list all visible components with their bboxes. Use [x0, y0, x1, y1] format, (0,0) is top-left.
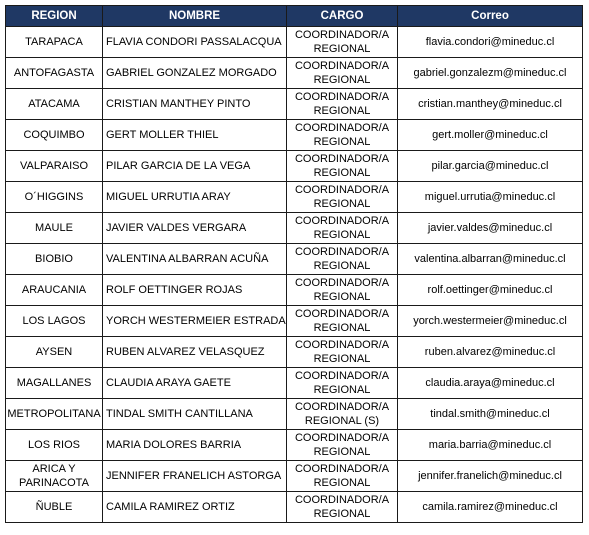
cargo-cell [287, 275, 398, 306]
name-cell: JAVIER VALDES VERGARA [103, 213, 287, 244]
cargo-cell [287, 58, 398, 89]
region-text: TARAPACA [25, 36, 83, 48]
region-text: LOS RIOS [28, 439, 80, 451]
cargo-line2: REGIONAL [313, 167, 371, 179]
name-cell: CRISTIAN MANTHEY PINTO [103, 89, 287, 120]
cargo-line1: COORDINADOR/A [294, 308, 390, 320]
table-row [6, 58, 583, 89]
name-cell: CLAUDIA ARAYA GAETE [103, 368, 287, 399]
cargo-line1: COORDINADOR/A [294, 370, 390, 382]
email-cell: camila.ramirez@mineduc.cl [398, 492, 583, 523]
region-text: AYSEN [35, 346, 73, 358]
email-cell: yorch.westermeier@mineduc.cl [398, 306, 583, 337]
table-row [6, 430, 583, 461]
region-cell [6, 461, 103, 492]
name-cell: FLAVIA CONDORI PASSALACQUA [103, 27, 287, 58]
name-cell: TINDAL SMITH CANTILLANA [103, 399, 287, 430]
table-row [6, 399, 583, 430]
email-cell: gert.moller@mineduc.cl [398, 120, 583, 151]
name-cell: PILAR GARCIA DE LA VEGA [103, 151, 287, 182]
cargo-cell [287, 368, 398, 399]
cargo-line2: REGIONAL [313, 477, 371, 489]
email-cell: jennifer.franelich@mineduc.cl [398, 461, 583, 492]
name-cell: GABRIEL GONZALEZ MORGADO [103, 58, 287, 89]
cargo-line2: REGIONAL (S) [304, 415, 380, 427]
cargo-line1: COORDINADOR/A [294, 122, 390, 134]
cargo-cell [287, 244, 398, 275]
table-row [6, 337, 583, 368]
name-cell: RUBEN ALVAREZ VELASQUEZ [103, 337, 287, 368]
email-cell: javier.valdes@mineduc.cl [398, 213, 583, 244]
cargo-cell [287, 151, 398, 182]
cargo-line2: REGIONAL [313, 353, 371, 365]
cargo-line1: COORDINADOR/A [294, 246, 390, 258]
region-cell [6, 58, 103, 89]
table-row [6, 182, 583, 213]
table-row [6, 27, 583, 58]
cargo-line1: COORDINADOR/A [294, 432, 390, 444]
table-header [6, 6, 583, 27]
table-row [6, 306, 583, 337]
cargo-line1: COORDINADOR/A [294, 60, 390, 72]
cargo-cell [287, 213, 398, 244]
email-cell: claudia.araya@mineduc.cl [398, 368, 583, 399]
region-line1: ARICA Y [32, 463, 76, 475]
name-cell: JENNIFER FRANELICH ASTORGA [103, 461, 287, 492]
cargo-line2: REGIONAL [313, 446, 371, 458]
cargo-line1: COORDINADOR/A [294, 91, 390, 103]
region-text: MAGALLANES [16, 377, 92, 389]
name-cell: CAMILA RAMIREZ ORTIZ [103, 492, 287, 523]
email-cell: rolf.oettinger@mineduc.cl [398, 275, 583, 306]
cargo-line2: REGIONAL [313, 322, 371, 334]
table-row [6, 244, 583, 275]
cargo-line1: COORDINADOR/A [294, 184, 390, 196]
cargo-line1: COORDINADOR/A [294, 277, 390, 289]
cargo-line2: REGIONAL [313, 198, 371, 210]
header-nombre: NOMBRE [103, 6, 287, 27]
cargo-cell [287, 337, 398, 368]
region-text: LOS LAGOS [22, 315, 86, 327]
region-cell [6, 275, 103, 306]
cargo-line2: REGIONAL [313, 229, 371, 241]
name-cell: GERT MOLLER THIEL [103, 120, 287, 151]
cargo-cell [287, 461, 398, 492]
email-cell: tindal.smith@mineduc.cl [398, 399, 583, 430]
region-cell [6, 151, 103, 182]
name-cell: MARIA DOLORES BARRIA [103, 430, 287, 461]
table-row [6, 275, 583, 306]
region-text: O´HIGGINS [24, 191, 84, 203]
email-cell: flavia.condori@mineduc.cl [398, 27, 583, 58]
table-row [6, 151, 583, 182]
email-cell: gabriel.gonzalezm@mineduc.cl [398, 58, 583, 89]
region-text: ÑUBLE [35, 501, 73, 513]
region-cell [6, 244, 103, 275]
region-cell [6, 213, 103, 244]
region-cell [6, 399, 103, 430]
header-cargo: CARGO [287, 6, 398, 27]
cargo-cell [287, 399, 398, 430]
email-cell: ruben.alvarez@mineduc.cl [398, 337, 583, 368]
table-row [6, 89, 583, 120]
name-cell: MIGUEL URRUTIA ARAY [103, 182, 287, 213]
email-cell: cristian.manthey@mineduc.cl [398, 89, 583, 120]
cargo-line2: REGIONAL [313, 508, 371, 520]
region-text: BIOBIO [35, 253, 73, 265]
region-text: COQUIMBO [23, 129, 85, 141]
header-row [6, 6, 583, 27]
name-cell: YORCH WESTERMEIER ESTRADA [103, 306, 287, 337]
region-text: ANTOFAGASTA [13, 67, 95, 79]
cargo-line2: REGIONAL [313, 74, 371, 86]
cargo-line2: REGIONAL [313, 43, 371, 55]
regional-coordinators-table [5, 5, 583, 523]
email-cell: pilar.garcia@mineduc.cl [398, 151, 583, 182]
cargo-cell [287, 306, 398, 337]
region-text: ATACAMA [28, 98, 80, 110]
email-cell: maria.barria@mineduc.cl [398, 430, 583, 461]
cargo-line1: COORDINADOR/A [294, 339, 390, 351]
header-region: REGION [6, 6, 103, 27]
cargo-line1: COORDINADOR/A [294, 29, 390, 41]
region-cell [6, 368, 103, 399]
name-cell: VALENTINA ALBARRAN ACUÑA [103, 244, 287, 275]
name-cell: ROLF OETTINGER ROJAS [103, 275, 287, 306]
region-cell [6, 430, 103, 461]
email-cell: miguel.urrutia@mineduc.cl [398, 182, 583, 213]
region-cell [6, 306, 103, 337]
cargo-line1: COORDINADOR/A [294, 401, 390, 413]
email-cell: valentina.albarran@mineduc.cl [398, 244, 583, 275]
region-text: MAULE [35, 222, 73, 234]
table-row [6, 492, 583, 523]
cargo-line2: REGIONAL [313, 291, 371, 303]
region-cell [6, 337, 103, 368]
cargo-cell [287, 120, 398, 151]
cargo-line2: REGIONAL [313, 136, 371, 148]
table-row [6, 213, 583, 244]
cargo-cell [287, 89, 398, 120]
table-row [6, 120, 583, 151]
table-body [6, 27, 583, 523]
region-cell [6, 492, 103, 523]
cargo-cell [287, 492, 398, 523]
region-text: VALPARAISO [19, 160, 89, 172]
cargo-line2: REGIONAL [313, 260, 371, 272]
region-cell [6, 120, 103, 151]
region-text: METROPOLITANA [7, 408, 101, 420]
cargo-cell [287, 182, 398, 213]
cargo-line1: COORDINADOR/A [294, 153, 390, 165]
header-correo: Correo [398, 6, 583, 27]
table-row [6, 368, 583, 399]
cargo-line2: REGIONAL [313, 105, 371, 117]
cargo-cell [287, 430, 398, 461]
region-cell [6, 27, 103, 58]
cargo-line1: COORDINADOR/A [294, 494, 390, 506]
cargo-line2: REGIONAL [313, 384, 371, 396]
region-line2: PARINACOTA [19, 477, 89, 489]
region-cell [6, 182, 103, 213]
table-row [6, 461, 583, 492]
cargo-line1: COORDINADOR/A [294, 463, 390, 475]
region-text: ARAUCANIA [21, 284, 87, 296]
cargo-line1: COORDINADOR/A [294, 215, 390, 227]
cargo-cell [287, 27, 398, 58]
region-cell [6, 89, 103, 120]
